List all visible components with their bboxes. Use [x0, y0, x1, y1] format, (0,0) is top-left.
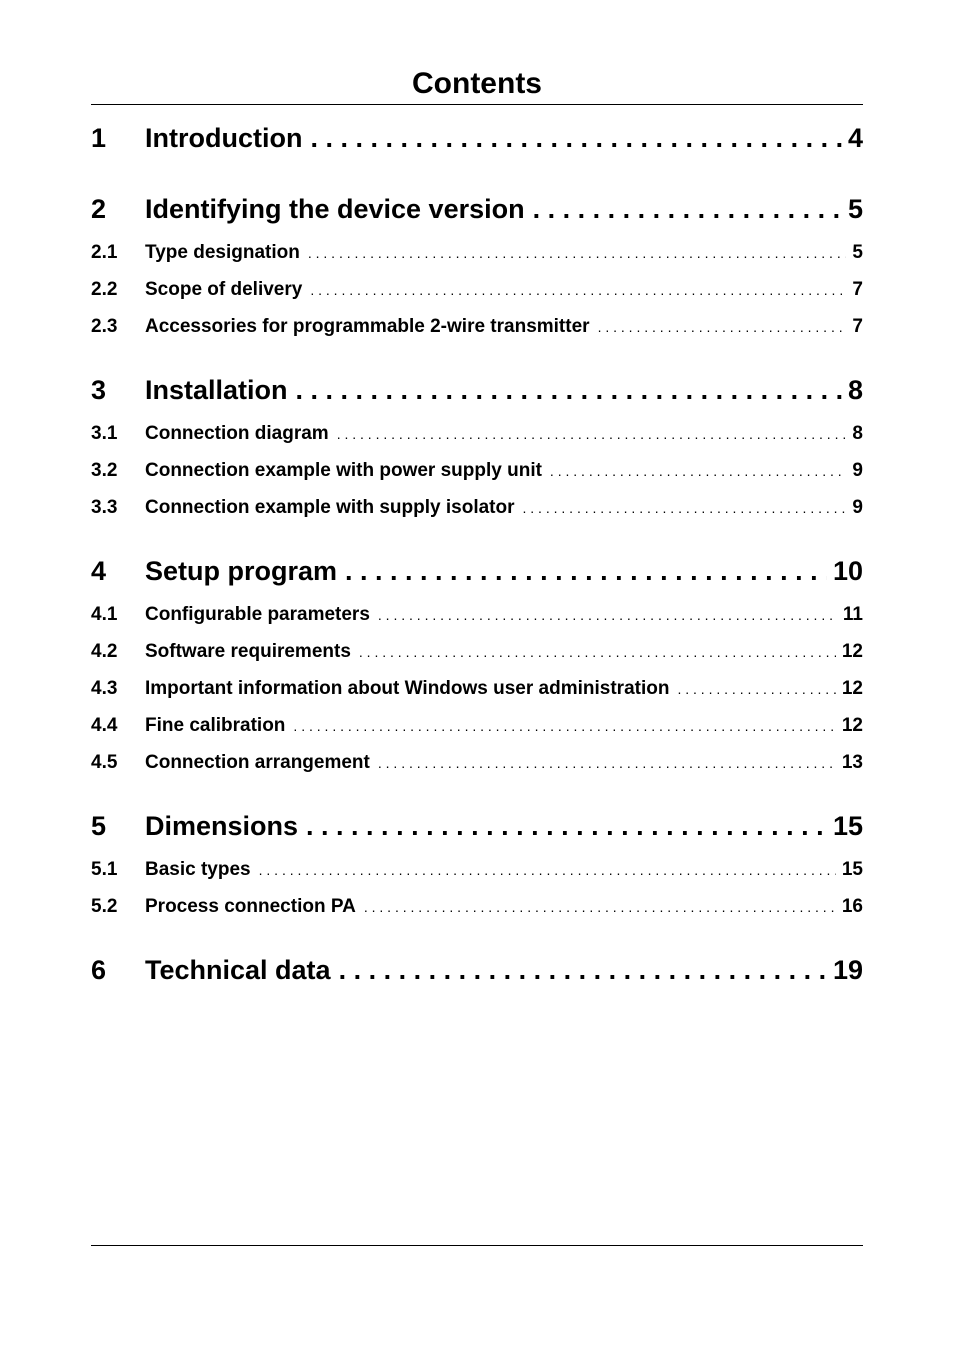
toc-chapter-entry[interactable]	[91, 121, 863, 155]
entry-number: 6	[91, 955, 107, 985]
entry-number: 3.3	[91, 497, 118, 518]
entry-number: 1	[91, 123, 107, 153]
entry-title: Connection example with power supply unit	[145, 460, 542, 481]
entry-title: Important information about Windows user administration	[145, 678, 670, 699]
dot-leader	[308, 241, 847, 265]
entry-number: 3	[91, 375, 107, 405]
entry-number: 4.2	[91, 641, 118, 662]
entry-page-number: 15	[841, 859, 863, 880]
entry-page-number: 4	[847, 123, 863, 153]
dot-leader	[598, 315, 847, 339]
dot-leader	[296, 373, 842, 407]
entry-title: Scope of delivery	[145, 279, 303, 300]
dot-leader	[345, 554, 827, 588]
entry-number: 2.3	[91, 316, 118, 337]
toc-section-entry[interactable]	[91, 278, 863, 302]
entry-page-number: 12	[841, 715, 863, 736]
entry-page-number: 9	[852, 460, 863, 481]
entry-page-number: 16	[841, 896, 863, 917]
toc-section-entry[interactable]	[91, 459, 863, 483]
entry-title: Connection example with supply isolator	[145, 497, 515, 518]
dot-leader	[523, 496, 847, 520]
footer-rule	[91, 1245, 863, 1246]
entry-title: Installation	[145, 375, 288, 405]
entry-title: Connection arrangement	[145, 752, 370, 773]
entry-page-number: 7	[852, 279, 863, 300]
entry-title: Dimensions	[145, 811, 299, 841]
entry-title: Configurable parameters	[145, 604, 370, 625]
entry-title: Connection diagram	[145, 423, 329, 444]
toc-chapter-entry[interactable]	[91, 373, 863, 407]
entry-number: 4.3	[91, 678, 118, 699]
entry-number: 4	[91, 556, 107, 586]
toc-section-entry[interactable]	[91, 751, 863, 775]
entry-number: 5	[91, 811, 107, 841]
entry-number: 2.2	[91, 279, 118, 300]
dot-leader	[677, 677, 835, 701]
toc-section-entry[interactable]	[91, 640, 863, 664]
dot-leader	[378, 751, 836, 775]
toc-section-entry[interactable]	[91, 315, 863, 339]
entry-page-number: 11	[842, 604, 863, 625]
entry-title: Setup program	[145, 556, 338, 586]
entry-page-number: 5	[852, 242, 863, 263]
toc-section-entry[interactable]	[91, 422, 863, 446]
toc-section-entry[interactable]	[91, 241, 863, 265]
entry-title: Basic types	[145, 859, 251, 880]
entry-page-number: 19	[832, 955, 863, 985]
toc-section-entry[interactable]	[91, 714, 863, 738]
dot-leader	[337, 422, 847, 446]
entry-page-number: 8	[847, 375, 863, 405]
entry-title: Introduction	[145, 123, 303, 153]
dot-leader	[306, 809, 827, 843]
dot-leader	[259, 858, 836, 882]
entry-page-number: 7	[852, 316, 863, 337]
entry-number: 2.1	[91, 242, 118, 263]
toc-section-entry[interactable]	[91, 895, 863, 919]
page-title: Contents	[412, 67, 542, 100]
entry-page-number: 15	[832, 811, 863, 841]
dot-leader	[550, 459, 847, 483]
entry-title: Software requirements	[145, 641, 351, 662]
entry-page-number: 9	[852, 497, 863, 518]
dot-leader	[310, 278, 846, 302]
entry-title: Accessories for programmable 2-wire transmitter	[145, 316, 590, 337]
entry-number: 5.1	[91, 859, 118, 880]
toc-section-entry[interactable]	[91, 858, 863, 882]
entry-number: 4.1	[91, 604, 118, 625]
entry-title: Fine calibration	[145, 715, 286, 736]
toc-section-entry[interactable]	[91, 677, 863, 701]
entry-number: 2	[91, 194, 107, 224]
entry-page-number: 12	[841, 678, 863, 699]
entry-number: 3.1	[91, 423, 118, 444]
entry-number: 3.2	[91, 460, 118, 481]
dot-leader	[310, 121, 842, 155]
entry-page-number: 8	[852, 423, 863, 444]
toc-chapter-entry[interactable]	[91, 809, 863, 843]
entry-number: 4.5	[91, 752, 118, 773]
dot-leader	[378, 603, 837, 627]
entry-page-number: 12	[841, 641, 863, 662]
toc-chapter-entry[interactable]	[91, 554, 863, 588]
toc-section-entry[interactable]	[91, 603, 863, 627]
dot-leader	[359, 640, 836, 664]
entry-number: 4.4	[91, 715, 118, 736]
dot-leader	[293, 714, 835, 738]
entry-number: 5.2	[91, 896, 118, 917]
entry-title: Technical data	[145, 955, 331, 985]
dot-leader	[339, 953, 827, 987]
toc-section-entry[interactable]	[91, 496, 863, 520]
dot-leader	[364, 895, 836, 919]
entry-page-number: 13	[841, 752, 863, 773]
entry-title: Identifying the device version	[145, 194, 525, 224]
entry-page-number: 5	[847, 194, 863, 224]
dot-leader	[533, 192, 842, 226]
toc-chapter-entry[interactable]	[91, 953, 863, 987]
entry-page-number: 10	[832, 556, 863, 586]
entry-title: Process connection PA	[145, 896, 356, 917]
toc-chapter-entry[interactable]	[91, 192, 863, 226]
entry-title: Type designation	[145, 242, 300, 263]
